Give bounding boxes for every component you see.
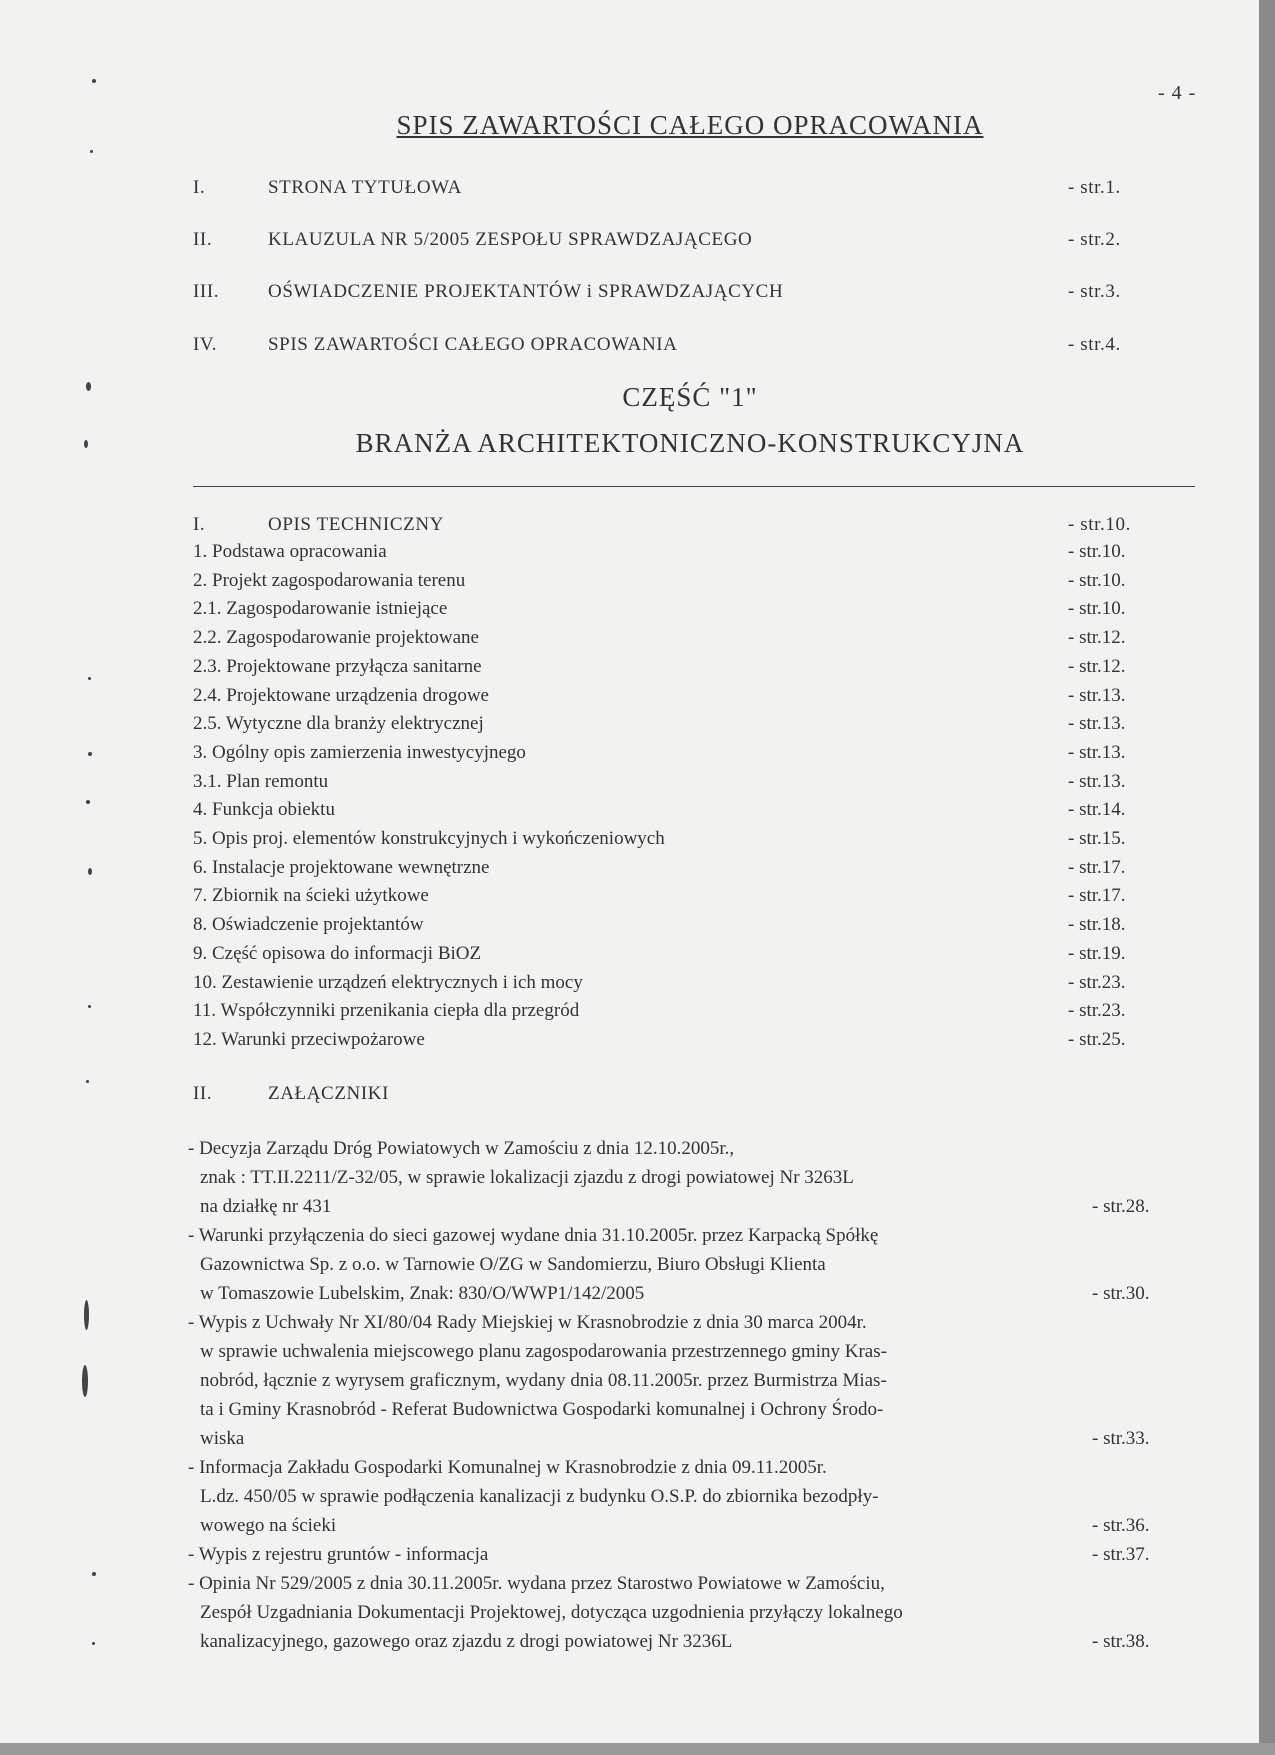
attachment-line: [188, 1337, 1193, 1366]
attachment-text: - Warunki przyłączenia do sieci gazowej wydane dnia 31.10.2005r. przez Karpacką Spółkę: [188, 1225, 879, 1246]
toc-item: [193, 598, 1193, 624]
section-number: I.: [193, 514, 206, 535]
attachment-line: [188, 1366, 1193, 1395]
toc-item: [193, 799, 1193, 825]
toc-item-page: - str.14.: [1068, 799, 1126, 821]
attachment-text: w sprawie uchwalenia miejscowego planu zagospodarowania przestrzennego gminy Kras-: [200, 1341, 887, 1362]
attachment-item: [188, 1221, 1193, 1308]
section-title: ZAŁĄCZNIKI: [268, 1083, 390, 1104]
toc-item-page: - str.19.: [1068, 942, 1126, 964]
toc-item-page: - str.13.: [1068, 741, 1126, 763]
toc-item-page: - str.17.: [1068, 885, 1126, 907]
attachment-text: - Wypis z rejestru gruntów - informacja: [188, 1544, 489, 1565]
toc-number: III.: [193, 281, 220, 302]
attachment-line: [188, 1163, 1193, 1192]
toc-item: [193, 742, 1193, 768]
section-page: - str.10.: [1068, 514, 1131, 535]
toc-text: SPIS ZAWARTOŚCI CAŁEGO OPRACOWANIA: [268, 334, 678, 355]
scan-speck: [90, 150, 93, 153]
divider-line: [193, 486, 1195, 487]
toc-number: I.: [193, 177, 206, 198]
toc-item-page: - str.12.: [1068, 655, 1126, 677]
scan-speck: [88, 752, 92, 756]
toc-item: [193, 656, 1193, 682]
toc-item-page: - str.17.: [1068, 856, 1126, 878]
toc-item: [193, 828, 1193, 854]
toc-item-page: - str.13.: [1068, 684, 1126, 706]
attachment-text: ta i Gminy Krasnobród - Referat Budownictwa Gospodarki komunalnej i Ochrony Środo-: [200, 1399, 884, 1420]
toc-item: [193, 1000, 1193, 1026]
toc-item: [193, 771, 1193, 797]
toc-item-text: 2.2. Zagospodarowanie projektowane: [193, 627, 479, 649]
toc-item-text: 11. Współczynniki przenikania ciepła dla przegród: [193, 1000, 580, 1022]
section-title: OPIS TECHNICZNY: [268, 514, 444, 535]
toc-item: [193, 885, 1193, 911]
toc-item: [193, 1029, 1193, 1055]
toc-item-page: - str.13.: [1068, 770, 1126, 792]
toc-page: - str.2.: [1068, 229, 1121, 250]
toc-item-text: 5. Opis proj. elementów konstrukcyjnych i wykończeniowych: [193, 828, 665, 849]
toc-item-text: 3. Ogólny opis zamierzenia inwestycyjnego: [193, 741, 526, 763]
toc-text: OŚWIADCZENIE PROJEKTANTÓW i SPRAWDZAJĄCYCH: [268, 281, 784, 302]
toc-page: - str.1.: [1068, 177, 1121, 198]
attachment-text: wiska: [200, 1428, 245, 1449]
part-title: CZĘŚĆ "1": [622, 382, 758, 412]
attachment-line: [188, 1308, 1193, 1337]
toc-item-text: 2.4. Projektowane urządzenia drogowe: [193, 684, 489, 706]
scan-speck: [84, 440, 88, 448]
toc-item-text: 12. Warunki przeciwpożarowe: [193, 1028, 425, 1050]
attachment-item: [188, 1453, 1193, 1540]
attachment-text: - Opinia Nr 529/2005 z dnia 30.11.2005r. wydana przez Starostwo Powiatowe w Zamościu,: [188, 1573, 885, 1594]
attachment-text: nobród, łącznie z wyrysem graficznym, wydany dnia 08.11.2005r. przez Burmistrza Mias-: [200, 1370, 887, 1391]
section-number: II.: [193, 1083, 213, 1104]
toc-item: [193, 914, 1193, 940]
toc-item-text: 2.3. Projektowane przyłącza sanitarne: [193, 655, 482, 677]
toc-item: [193, 713, 1193, 739]
toc-item-page: - str.23.: [1068, 971, 1126, 993]
scan-speck: [92, 1572, 96, 1576]
scan-speck: [86, 382, 91, 391]
attachment-text: Zespół Uzgadniania Dokumentacji Projektowej, dotycząca uzgodnienia przyłączy lokalnego: [200, 1602, 903, 1623]
scan-speck: [88, 1005, 91, 1008]
toc-row: [0, 177, 1275, 203]
toc-item-page: - str.13.: [1068, 713, 1126, 735]
attachment-text: wowego na ścieki: [200, 1515, 337, 1536]
toc-item-text: 8. Oświadczenie projektantów: [193, 914, 424, 936]
attachment-page: - str.30.: [1092, 1283, 1150, 1304]
scan-speck: [86, 800, 90, 804]
toc-page: - str.4.: [1068, 334, 1121, 355]
attachment-text: - Decyzja Zarządu Dróg Powiatowych w Zamościu z dnia 12.10.2005r.,: [188, 1138, 735, 1159]
attachment-line: [188, 1569, 1193, 1598]
attachment-line: [188, 1424, 1193, 1453]
toc-number: II.: [193, 229, 213, 250]
toc-row: [0, 281, 1275, 307]
toc-item-text: 4. Funkcja obiektu: [193, 799, 335, 821]
attachment-line: [188, 1598, 1193, 1627]
scan-edge-right: [1259, 0, 1275, 1755]
attachment-item: [188, 1569, 1193, 1656]
toc-text: KLAUZULA NR 5/2005 ZESPOŁU SPRAWDZAJĄCEGO: [268, 229, 753, 250]
toc-item-page: - str.23.: [1068, 1000, 1126, 1022]
section-heading: [0, 1083, 1275, 1109]
toc-item: [193, 972, 1193, 998]
scan-speck: [92, 1642, 95, 1645]
toc-item-text: 10. Zestawienie urządzeń elektrycznych i ich mocy: [193, 971, 583, 993]
attachment-page: - str.36.: [1092, 1515, 1150, 1536]
toc-item: [193, 943, 1193, 969]
attachment-line: [188, 1627, 1193, 1656]
toc-item-page: - str.15.: [1068, 828, 1126, 849]
scan-speck: [82, 1365, 88, 1397]
toc-text: STRONA TYTUŁOWA: [268, 177, 462, 198]
toc-number: IV.: [193, 334, 218, 355]
attachment-text: - Informacja Zakładu Gospodarki Komunalnej w Krasnobrodzie z dnia 09.11.2005r.: [188, 1457, 827, 1478]
toc-item-page: - str.12.: [1068, 627, 1126, 649]
toc-item-page: - str.10.: [1068, 598, 1126, 620]
section-heading: [0, 514, 1275, 540]
attachment-line: [188, 1540, 1193, 1569]
attachment-line: [188, 1511, 1193, 1540]
attachment-line: [188, 1395, 1193, 1424]
attachment-line: [188, 1221, 1193, 1250]
attachment-page: - str.33.: [1092, 1428, 1150, 1449]
toc-item-text: 3.1. Plan remontu: [193, 770, 329, 792]
toc-item-page: - str.18.: [1068, 914, 1126, 936]
attachment-page: - str.37.: [1092, 1544, 1150, 1565]
document-title: SPIS ZAWARTOŚCI CAŁEGO OPRACOWANIA: [396, 110, 984, 140]
attachment-text: w Tomaszowie Lubelskim, Znak: 830/O/WWP1/142/2005: [200, 1283, 645, 1304]
toc-item-text: 2.1. Zagospodarowanie istniejące: [193, 598, 448, 620]
scan-speck: [84, 1300, 89, 1330]
attachment-page: - str.28.: [1092, 1196, 1150, 1217]
attachment-item: [188, 1134, 1193, 1221]
attachment-line: [188, 1482, 1193, 1511]
toc-item: [193, 857, 1193, 883]
toc-item: [193, 627, 1193, 653]
attachment-text: na działkę nr 431: [200, 1196, 332, 1217]
attachment-item: [188, 1308, 1193, 1453]
toc-page: - str.3.: [1068, 281, 1121, 302]
scan-speck: [92, 79, 96, 83]
attachment-text: - Wypis z Uchwały Nr XI/80/04 Rady Miejskiej w Krasnobrodzie z dnia 30 marca 2004r.: [188, 1312, 867, 1333]
attachment-item: [188, 1540, 1193, 1569]
toc-row: [0, 229, 1275, 255]
attachment-page: - str.38.: [1092, 1631, 1150, 1652]
toc-item-text: 6. Instalacje projektowane wewnętrzne: [193, 856, 490, 878]
attachment-line: [188, 1250, 1193, 1279]
toc-item-text: 7. Zbiornik na ścieki użytkowe: [193, 885, 429, 907]
attachment-line: [188, 1279, 1193, 1308]
toc-item-page: - str.10.: [1068, 569, 1126, 591]
attachment-text: Gazownictwa Sp. z o.o. w Tarnowie O/ZG w Sandomierzu, Biuro Obsługi Klienta: [200, 1254, 826, 1275]
toc-item: [193, 685, 1193, 711]
attachment-line: [188, 1453, 1193, 1482]
scan-speck: [88, 868, 92, 875]
page-number: - 4 -: [1158, 82, 1197, 104]
scan-edge-bottom: [0, 1743, 1275, 1755]
toc-item-text: 2.5. Wytyczne dla branży elektrycznej: [193, 713, 484, 735]
toc-item-text: 2. Projekt zagospodarowania terenu: [193, 569, 466, 591]
part-subtitle: BRANŻA ARCHITEKTONICZNO-KONSTRUKCYJNA: [355, 428, 1025, 458]
toc-item: [193, 570, 1193, 596]
attachment-text: kanalizacyjnego, gazowego oraz zjazdu z drogi powiatowej Nr 3236L: [200, 1631, 733, 1652]
toc-item-page: - str.10.: [1068, 541, 1126, 562]
toc-item: [193, 541, 1193, 567]
toc-item-page: - str.25.: [1068, 1028, 1126, 1050]
attachments-list: [188, 1134, 1193, 1656]
toc-item-text: 9. Część opisowa do informacji BiOZ: [193, 942, 482, 964]
attachment-text: znak : TT.II.2211/Z-32/05, w sprawie lokalizacji zjazdu z drogi powiatowej Nr 3263L: [200, 1167, 854, 1188]
attachment-line: [188, 1134, 1193, 1163]
toc-row: [0, 334, 1275, 360]
toc-item-text: 1. Podstawa opracowania: [193, 541, 387, 562]
attachment-text: L.dz. 450/05 w sprawie podłączenia kanalizacji z budynku O.S.P. do zbiornika bezodpły-: [200, 1486, 879, 1507]
attachment-line: [188, 1192, 1193, 1221]
scan-speck: [88, 677, 91, 680]
